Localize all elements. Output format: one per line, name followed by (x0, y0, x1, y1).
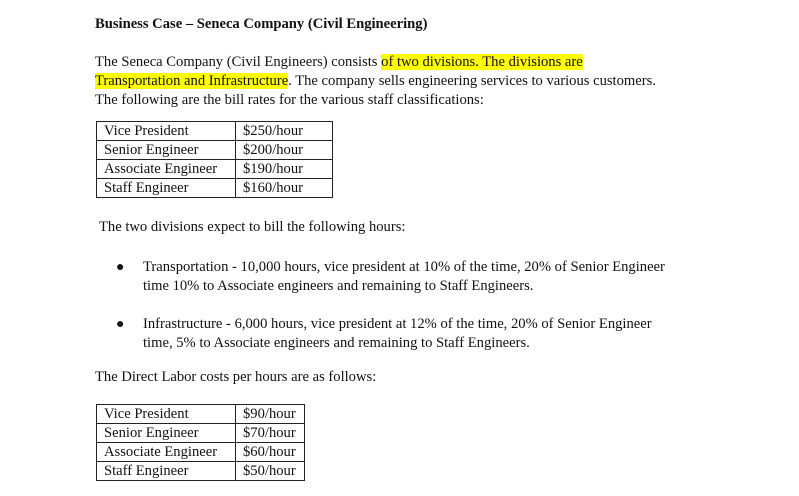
rate-cell: $190/hour (236, 160, 333, 179)
table-row (97, 405, 305, 424)
role-cell: Vice President (97, 405, 236, 424)
bullet-line-2: time 10% to Associate engineers and remaining to Staff Engineers. (143, 278, 534, 294)
bullet-icon: ● (116, 260, 125, 275)
role-cell: Staff Engineer (97, 462, 236, 481)
intro-paragraph (95, 53, 735, 110)
role-cell: Associate Engineer (97, 443, 236, 462)
rate-cell: $160/hour (236, 179, 333, 198)
intro-text: . The company sells engineering services to various customers. (288, 73, 656, 89)
role-cell: Vice President (97, 122, 236, 141)
table-row (97, 122, 333, 141)
list-item (116, 258, 736, 296)
rate-cell: $70/hour (236, 424, 305, 443)
labor-costs-table (96, 404, 305, 481)
table-row (97, 141, 333, 160)
document-title: Business Case – Seneca Company (Civil Engineering) (95, 16, 428, 32)
list-item (116, 315, 736, 353)
bill-rates-table (96, 121, 333, 198)
intro-line-2 (95, 72, 735, 91)
table-row (97, 179, 333, 198)
bullet-line-1: Transportation - 10,000 hours, vice president at 10% of the time, 20% of Senior Engineer (143, 259, 665, 275)
table-row (97, 462, 305, 481)
bullet-line-1: Infrastructure - 6,000 hours, vice president at 12% of the time, 20% of Senior Engineer (143, 316, 652, 332)
bullet-icon: ● (116, 317, 125, 332)
table-row (97, 443, 305, 462)
role-cell: Senior Engineer (97, 424, 236, 443)
hours-intro: The two divisions expect to bill the following hours: (99, 219, 406, 235)
labor-intro: The Direct Labor costs per hours are as follows: (95, 369, 377, 385)
rate-cell: $60/hour (236, 443, 305, 462)
role-cell: Staff Engineer (97, 179, 236, 198)
rate-cell: $90/hour (236, 405, 305, 424)
intro-line-3: The following are the bill rates for the various staff classifications: (95, 92, 484, 108)
role-cell: Associate Engineer (97, 160, 236, 179)
table-row (97, 424, 305, 443)
rate-cell: $50/hour (236, 462, 305, 481)
rate-cell: $200/hour (236, 141, 333, 160)
role-cell: Senior Engineer (97, 141, 236, 160)
highlighted-text: Transportation and Infrastructure (95, 73, 289, 89)
table-row (97, 160, 333, 179)
intro-text: The Seneca Company (Civil Engineers) consists (95, 54, 382, 70)
intro-line-1 (95, 53, 735, 72)
bullet-line-2: time, 5% to Associate engineers and remaining to Staff Engineers. (143, 335, 530, 351)
rate-cell: $250/hour (236, 122, 333, 141)
highlighted-text: of two divisions. The divisions are (381, 54, 583, 70)
